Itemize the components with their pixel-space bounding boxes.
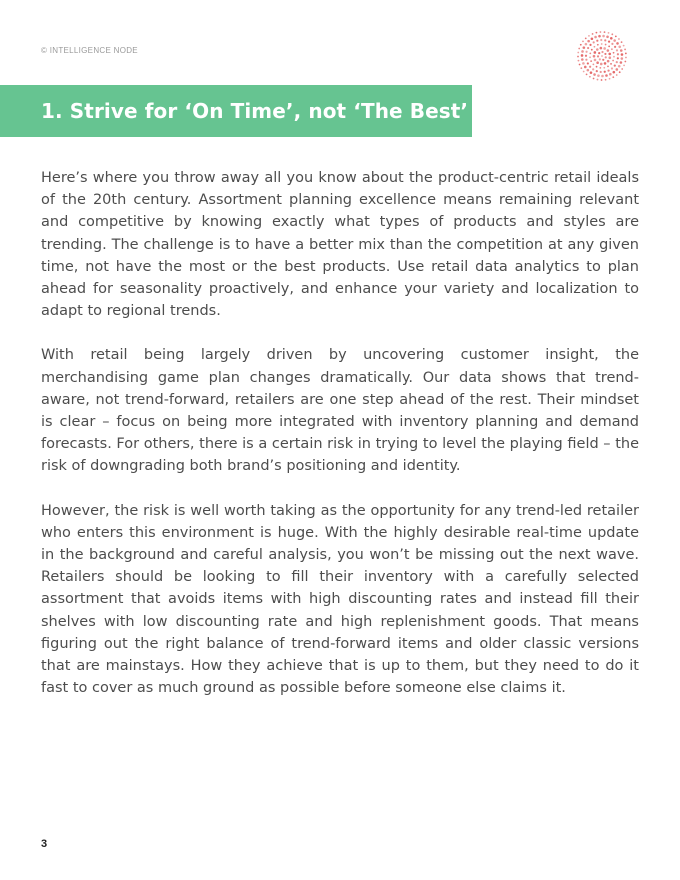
logo-dot	[610, 63, 612, 65]
logo-dot	[581, 50, 584, 53]
logo-dot	[593, 73, 596, 76]
logo-dot	[599, 67, 601, 69]
logo-dot	[582, 62, 585, 65]
logo-dot	[591, 37, 594, 40]
logo-dot	[602, 59, 604, 61]
logo-dot	[609, 78, 611, 80]
logo-dot	[624, 61, 626, 63]
logo-dot	[613, 71, 616, 74]
logo-dot	[600, 39, 602, 41]
logo-dot	[616, 42, 619, 45]
logo-dot	[596, 70, 598, 72]
logo-dot	[608, 45, 610, 47]
logo-dot	[577, 52, 579, 54]
logo-dot	[607, 70, 609, 72]
logo-dot	[598, 35, 601, 38]
logo-dot	[585, 51, 587, 53]
logo-dot	[604, 53, 606, 55]
logo-dot	[605, 74, 608, 77]
logo-dot	[583, 46, 586, 49]
logo-dot	[596, 40, 598, 42]
logo-dot	[614, 46, 616, 48]
logo-dot	[599, 58, 601, 60]
logo-dot	[586, 73, 588, 75]
logo-dot	[624, 49, 626, 51]
logo-dot	[587, 69, 590, 72]
logo-dot	[601, 75, 604, 78]
logo-dot	[600, 31, 602, 33]
logo-dot	[597, 79, 599, 81]
logo-dot	[603, 67, 605, 69]
logo-dot	[608, 53, 611, 56]
logo-dot	[582, 40, 584, 42]
paragraph-3: However, the risk is well worth taking as the opportunity for any trend-led retailer who enters this environment is huge. With the highly desirable real-time update in the background and careful analysis, you won’t be missing out the next wave. Retailers should be looking to fill their inventory with a carefully selected assortment that avoids items with high discounting rates and instead fill their shelves with low discounting rate and high replenishment goods. That means figuring out the right balance of trend-forward items and older classic versions that are mainstays. How they achieve that is up to them, but they need to do it fast to cover as much ground as possible before someone else claims it.	[41, 502, 639, 697]
logo-dot	[592, 63, 594, 65]
logo-dot	[611, 43, 613, 45]
logo-dot	[617, 57, 619, 59]
logo-dot	[611, 33, 613, 35]
logo-dot	[578, 60, 580, 62]
logo-dot	[601, 79, 603, 81]
logo-dot	[609, 73, 612, 76]
logo-dot	[616, 49, 618, 51]
logo-dot	[591, 49, 593, 51]
logo-dot	[578, 48, 580, 50]
logo-dot	[604, 39, 606, 41]
logo-dot	[596, 32, 598, 34]
logo-dot	[589, 44, 591, 46]
logo-dot	[601, 51, 603, 53]
logo-dot	[625, 53, 627, 55]
logo-dot	[611, 67, 613, 69]
logo-dot	[584, 66, 587, 69]
logo-dot	[597, 55, 599, 57]
logo-dot	[607, 60, 610, 63]
logo-dot	[590, 71, 593, 74]
logo-dot	[600, 63, 603, 66]
logo-dot	[623, 64, 625, 66]
body-text	[41, 167, 639, 721]
logo-dot	[620, 61, 623, 64]
logo-dot	[604, 62, 607, 65]
logo-dot	[596, 66, 598, 68]
logo-dot	[594, 46, 596, 48]
logo-dot	[618, 65, 621, 68]
logo-dot	[615, 35, 617, 37]
logo-dot	[621, 41, 623, 43]
logo-dot	[616, 61, 618, 63]
logo-dot	[585, 37, 587, 39]
logo-dot	[613, 56, 615, 58]
logo-dot	[589, 52, 591, 54]
logo-dot	[592, 68, 594, 70]
logo-dot	[594, 36, 597, 39]
logo-dot	[577, 56, 579, 58]
logo-dot	[611, 48, 613, 50]
logo-dot	[593, 41, 595, 43]
logo-dot	[587, 62, 589, 64]
logo-dot	[592, 33, 594, 35]
logo-dot	[605, 79, 607, 81]
logo-dot	[601, 55, 603, 57]
section-title: 1. Strive for ‘On Time’, not ‘The Best’	[41, 99, 469, 123]
logo-dot	[593, 55, 596, 58]
logo-dot	[596, 61, 599, 64]
logo-dot	[612, 60, 614, 62]
logo-dot	[601, 43, 603, 45]
logo-dot	[607, 49, 610, 52]
logo-dot	[606, 35, 609, 38]
logo-dot	[588, 35, 590, 37]
logo-dot	[612, 76, 614, 78]
logo-dot	[620, 49, 623, 52]
logo-dot	[619, 71, 621, 73]
logo-dot	[605, 44, 607, 46]
logo-dot	[617, 53, 619, 55]
logo-dot	[583, 71, 585, 73]
logo-dot	[621, 68, 623, 70]
logo-dot	[594, 59, 597, 62]
logo-dot	[585, 55, 587, 57]
logo-dot	[613, 39, 616, 42]
page-number: 3	[41, 838, 48, 850]
logo-dot	[604, 71, 606, 73]
logo-dot	[614, 65, 616, 67]
logo-dot	[613, 52, 615, 54]
copyright-notice: © INTELLIGENCE NODE	[41, 46, 138, 55]
logo-dot	[610, 37, 613, 40]
logo-dot	[621, 57, 624, 60]
logo-dot	[596, 48, 599, 51]
logo-dot	[587, 47, 589, 49]
paragraph-1: Here’s where you throw away all you know about the product-centric retail ideals of the 20th century. Assortment planning excellence means remaining relevant and competitive by knowing exactly what types of products and styles are trending. The challenge is to have a better mix than the competition at any given time, not have the most or the best products. Use retail data analytics to plan ahead for seasonality proactively, and enhance your variety and localization to adapt to regional trends.	[41, 170, 639, 320]
logo-dot	[581, 54, 584, 57]
logo-dot	[618, 38, 620, 40]
section-heading-bar	[0, 85, 472, 137]
logo-dot	[616, 74, 618, 76]
logo-dot	[598, 52, 600, 54]
logo-dot	[589, 66, 591, 68]
logo-dot	[580, 67, 582, 69]
paragraph-2: With retail being largely driven by uncovering customer insight, the merchandising game plan changes dramatically. Our data shows that trend-aware, not trend-forward, retailers are one step ahead of the rest. Their mindset is clear – focus on being more integrated with inventory planning and demand forecasts. For others, there is a certain risk in trying to level the playing field – the risk of downgrading both brand’s positioning and identity.	[41, 347, 639, 475]
logo-dot	[625, 57, 627, 59]
logo-dot	[594, 51, 597, 54]
logo-dot	[616, 68, 619, 71]
logo-dot	[608, 41, 610, 43]
logo-dot	[603, 47, 606, 50]
logo-dot	[585, 43, 588, 46]
logo-dot	[579, 64, 581, 66]
logo-dot	[580, 44, 582, 46]
logo-dot	[581, 58, 584, 61]
logo-dot	[589, 76, 591, 78]
logo-dot	[609, 56, 612, 59]
logo-dot	[623, 45, 625, 47]
dotted-circle-logo-icon	[574, 28, 630, 84]
logo-dot	[600, 71, 602, 73]
logo-dot	[621, 53, 624, 56]
logo-dot	[585, 59, 587, 61]
logo-dot	[590, 60, 592, 62]
logo-dot	[605, 56, 607, 58]
logo-dot	[602, 35, 605, 38]
logo-dot	[618, 45, 621, 48]
logo-dot	[607, 66, 609, 68]
logo-dot	[604, 31, 606, 33]
logo-dot	[608, 32, 610, 34]
logo-dot	[597, 74, 600, 77]
logo-dot	[589, 56, 591, 58]
logo-dot	[597, 44, 599, 46]
logo-dot	[593, 78, 595, 80]
logo-dot	[600, 47, 603, 50]
logo-dot	[587, 40, 590, 43]
